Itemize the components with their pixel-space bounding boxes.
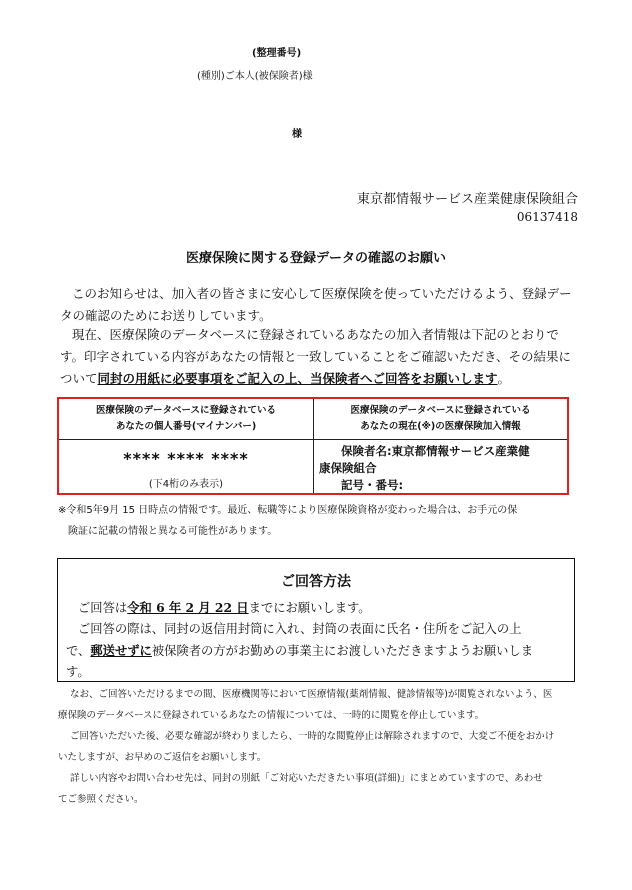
masked-number-note: (下4桁のみ表示) (148, 479, 224, 490)
management-number: (整理番号) (252, 48, 302, 59)
symbol-number-label: 記号・番号: (341, 478, 404, 492)
sender-code: 06137418 (516, 210, 578, 224)
answer-line2: ご回答の際は、同封の返信用封筒に入れ、封筒の表面に氏名・住所をご記入の上 (78, 622, 522, 636)
answer-deadline: 令和 6 年 2 月 22 日 (127, 600, 249, 615)
insurer-name: 東京都情報サービス産業健 (391, 444, 530, 458)
answer-line1-post: までにお願いします。 (248, 601, 371, 615)
answer-body (66, 597, 571, 683)
recipient-type: (種別)ご本人(被保険者)様 (197, 71, 313, 82)
registration-info-table (57, 397, 569, 495)
intro-p2-line3-end: 。 (497, 371, 511, 386)
answer-line3-pre: で、 (66, 644, 91, 658)
left-header-line2: あなたの個人番号(マイナンバー) (115, 421, 257, 432)
intro-p2-line3-plain: ついて (60, 371, 98, 386)
intro-p1-line2: タの確認のためにお送りしています。 (60, 308, 272, 323)
intro-p1-line1: このお知らせは、加入者の皆さまに安心して医療保険を使っていただけるよう、登録デー (72, 286, 572, 301)
answer-no-mail: 郵送せずに (90, 643, 152, 658)
notes-section (58, 684, 578, 810)
intro-paragraph-1 (60, 283, 580, 327)
insurer-name-continued: 康保険組合 (319, 461, 377, 475)
answer-line3-post: 被保険者の方がお勤めの事業主にお渡しいただきますようお願いしま (151, 644, 534, 658)
note2-line1: ご回答いただいた後、必要な確認が終わりましたら、一時的な閲覧停止は解除されますので、大変ご不便をおかけ (70, 731, 555, 742)
insurance-info-cell (319, 443, 565, 494)
intro-p2-line2: す。印字されている内容があなたの情報と一致していることをご確認いただき、その結果に (60, 349, 572, 364)
right-header-line2: あなたの現在(※)の医療保険加入情報 (360, 421, 521, 432)
intro-p2-line1: 現在、医療保険のデータベースに登録されているあなたの加入者情報は下記のとおりで (72, 327, 559, 342)
masked-my-number: **** **** **** (123, 449, 249, 468)
answer-heading: ご回答方法 (281, 574, 351, 590)
my-number-cell (59, 449, 313, 490)
footnote (58, 500, 517, 542)
note3-line2: てご参照ください。 (58, 794, 144, 805)
right-header (314, 403, 567, 435)
note1-line2: 療保険のデータベースに登録されているあなたの情報については、一時的に閲覧を停止しています。 (58, 710, 485, 721)
left-header-line1: 医療保険のデータベースに登録されている (95, 405, 277, 416)
sender-name: 東京都情報サービス産業健康保険組合 (356, 192, 578, 207)
answer-line3 (66, 640, 571, 662)
right-header-line1: 医療保険のデータベースに登録されている (350, 405, 531, 416)
insurer-label: 保険者名: (341, 444, 392, 458)
answer-line1 (66, 597, 571, 619)
insurer-line (319, 443, 565, 460)
answer-line4: す。 (66, 665, 90, 679)
intro-p2-line3 (60, 368, 580, 390)
intro-p2-emphasis: 同封の用紙に必要事項をご記入の上、当保険者へご回答をお願いします (97, 371, 498, 386)
note3-line1: 詳しい内容やお問い合わせ先は、同封の別紙「ご対応いただきたい事項(詳細)」にまとめていますので、あわせ (70, 773, 543, 784)
page-title: 医療保険に関する登録データの確認のお願い (185, 251, 446, 266)
footnote-line1: ※令和5年9月 15 日時点の情報です。最近、転職等により医療保険資格が変わった場合は、お手元の保 (58, 505, 518, 516)
recipient-honorific: 様 (292, 129, 302, 140)
note2-line2: いたしますが、お早めのご返信をお願いします。 (58, 752, 267, 763)
left-header (59, 403, 313, 435)
note1-line1: なお、ご回答いただけるまでの間、医療機関等において医療情報(薬剤情報、健診情報等)が閲覧されないよう、医 (70, 689, 553, 700)
footnote-line2: 険証に記載の情報と異なる可能性があります。 (68, 526, 278, 537)
answer-method-box (57, 558, 575, 682)
intro-paragraph-2 (60, 324, 580, 390)
answer-line1-pre: ご回答は (78, 601, 128, 615)
